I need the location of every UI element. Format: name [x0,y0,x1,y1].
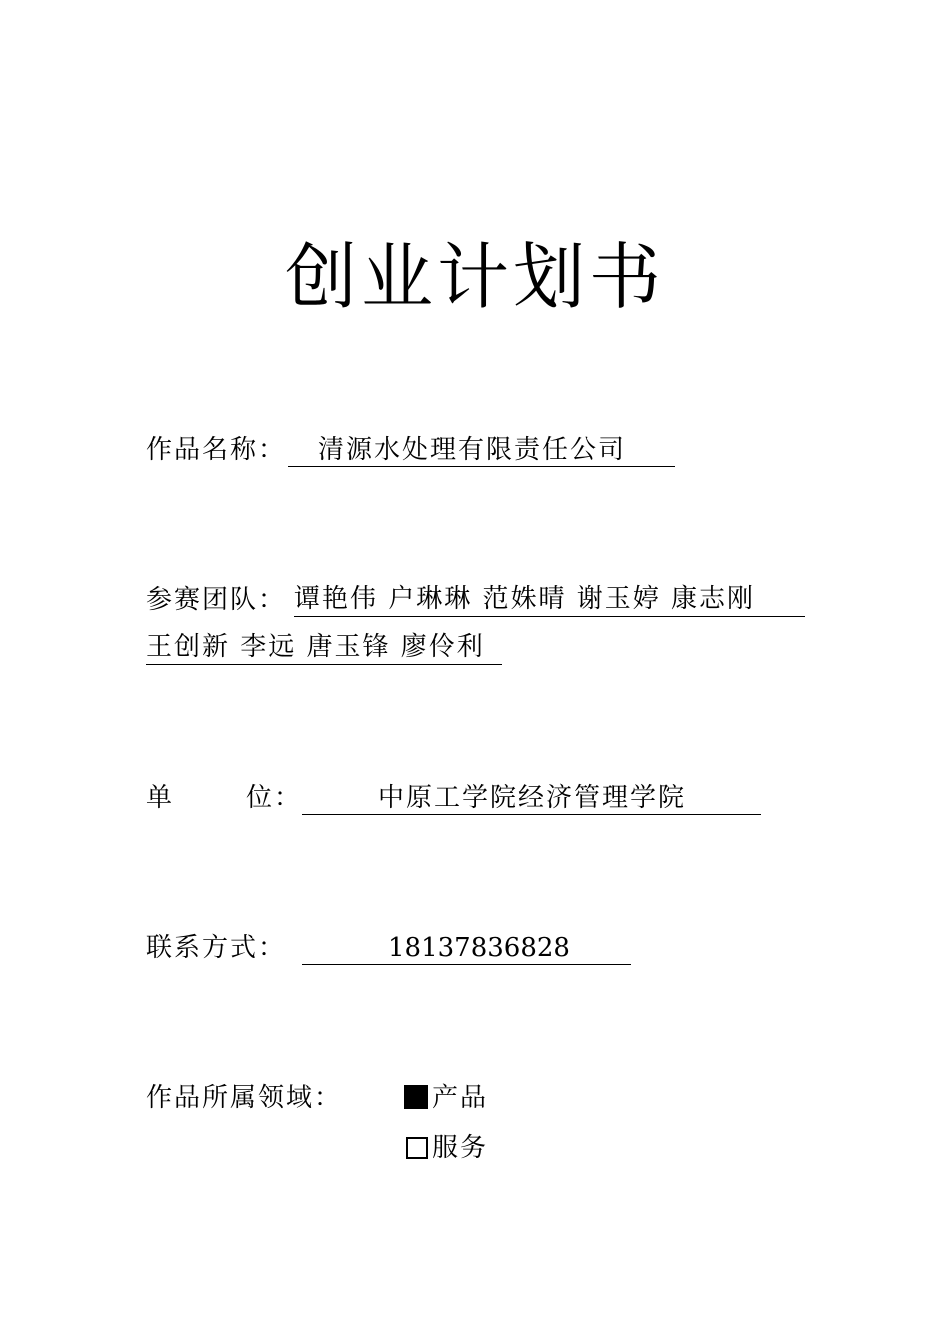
contact-label: 联系方式： [146,933,287,963]
work-name-label: 作品名称： [146,435,287,465]
contact-underline [302,930,631,965]
team-label: 参赛团队： [146,585,287,615]
unit-value: 中原工学院经济管理学院 [378,783,687,813]
contact-row [146,930,746,970]
work-name-row [146,432,746,472]
contact-value: 18137836828 [388,933,570,963]
unit-underline [302,780,761,815]
domain-option-service-label: 服务 [432,1133,489,1163]
domain-label: 作品所属领域： [146,1083,343,1113]
work-name-value: 清源水处理有限责任公司 [318,435,627,465]
team-row [146,582,846,672]
checkbox-unchecked-icon[interactable] [406,1137,428,1159]
unit-row [146,780,846,820]
domain-option-product[interactable] [404,1080,488,1116]
work-name-underline [288,432,675,467]
checkbox-checked-icon[interactable] [404,1085,428,1109]
domain-option-service[interactable] [406,1130,488,1166]
unit-label-second: 位： [246,783,303,813]
team-members-line-1: 谭艳伟 户琳琳 范姝晴 谢玉婷 康志刚 [294,582,805,617]
document-title: 创业计划书 [284,235,665,319]
domain-option-product-label: 产品 [432,1083,489,1113]
unit-label-first: 单 [146,783,175,813]
team-members-line-2: 王创新 李远 唐玉锋 廖伶利 [146,630,502,665]
